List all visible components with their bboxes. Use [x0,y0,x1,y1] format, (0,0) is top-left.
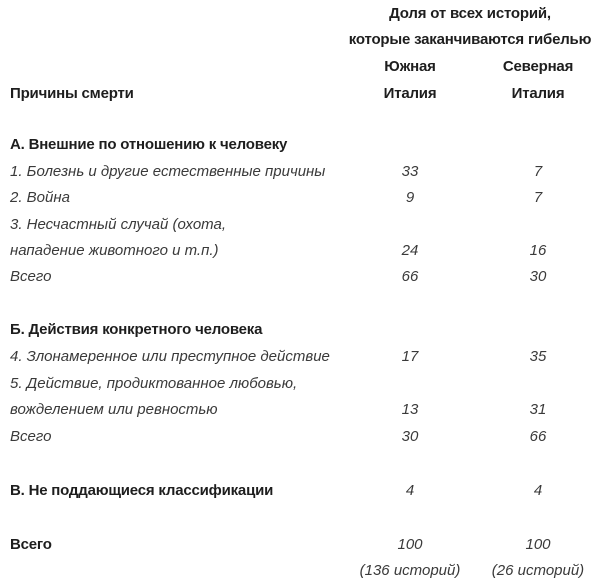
col-south-line-2: Италия [383,85,437,102]
section-b-title: Б. Действия конкретного человека [10,321,263,338]
grand-total-label: Всего [10,536,52,553]
grand-total-south-note: (136 историй) [359,562,461,579]
section-v-south: 4 [405,482,415,499]
row-label: 1. Болезнь и другие естественные причины [10,163,326,180]
row-south-value: 9 [405,189,415,206]
col-north-line-2: Италия [511,85,565,102]
section-a-total-label: Всего [10,268,52,285]
row-label: 3. Несчастный случай (охота, [10,216,227,233]
section-a-total-south: 66 [401,268,419,285]
section-a-total-north: 30 [529,268,547,285]
row-north-value: 7 [533,163,543,180]
row-label: 4. Злонамеренное или преступное действие [10,348,330,365]
row-label-continued: вожделением или ревностью [10,401,218,418]
section-v-title: В. Не поддающиеся классификации [10,482,274,499]
row-north-value: 16 [529,242,547,259]
row-south-value: 24 [401,242,419,259]
col-south-line-1: Южная [384,58,436,75]
grand-total-north: 100 [525,536,551,553]
row-label: 2. Война [10,189,70,206]
grand-total-south: 100 [397,536,423,553]
row-south-value: 13 [401,401,419,418]
section-b-total-south: 30 [401,428,419,445]
col-north-line-1: Северная [502,58,574,75]
table-title-line-2: которые заканчиваются гибелью [348,31,592,48]
section-a-title: А. Внешние по отношению к человеку [10,136,288,153]
row-south-value: 17 [401,348,419,365]
row-north-value: 35 [529,348,547,365]
section-b-total-label: Всего [10,428,52,445]
grand-total-north-note: (26 историй) [491,562,585,579]
col-causes-header: Причины смерти [10,85,134,102]
row-label-continued: нападение животного и т.п.) [10,242,219,259]
row-north-value: 7 [533,189,543,206]
row-south-value: 33 [401,163,419,180]
row-north-value: 31 [529,401,547,418]
row-label: 5. Действие, продиктованное любовью, [10,375,298,392]
section-v-north: 4 [533,482,543,499]
section-b-total-north: 66 [529,428,547,445]
table-title-line-1: Доля от всех историй, [389,5,551,22]
